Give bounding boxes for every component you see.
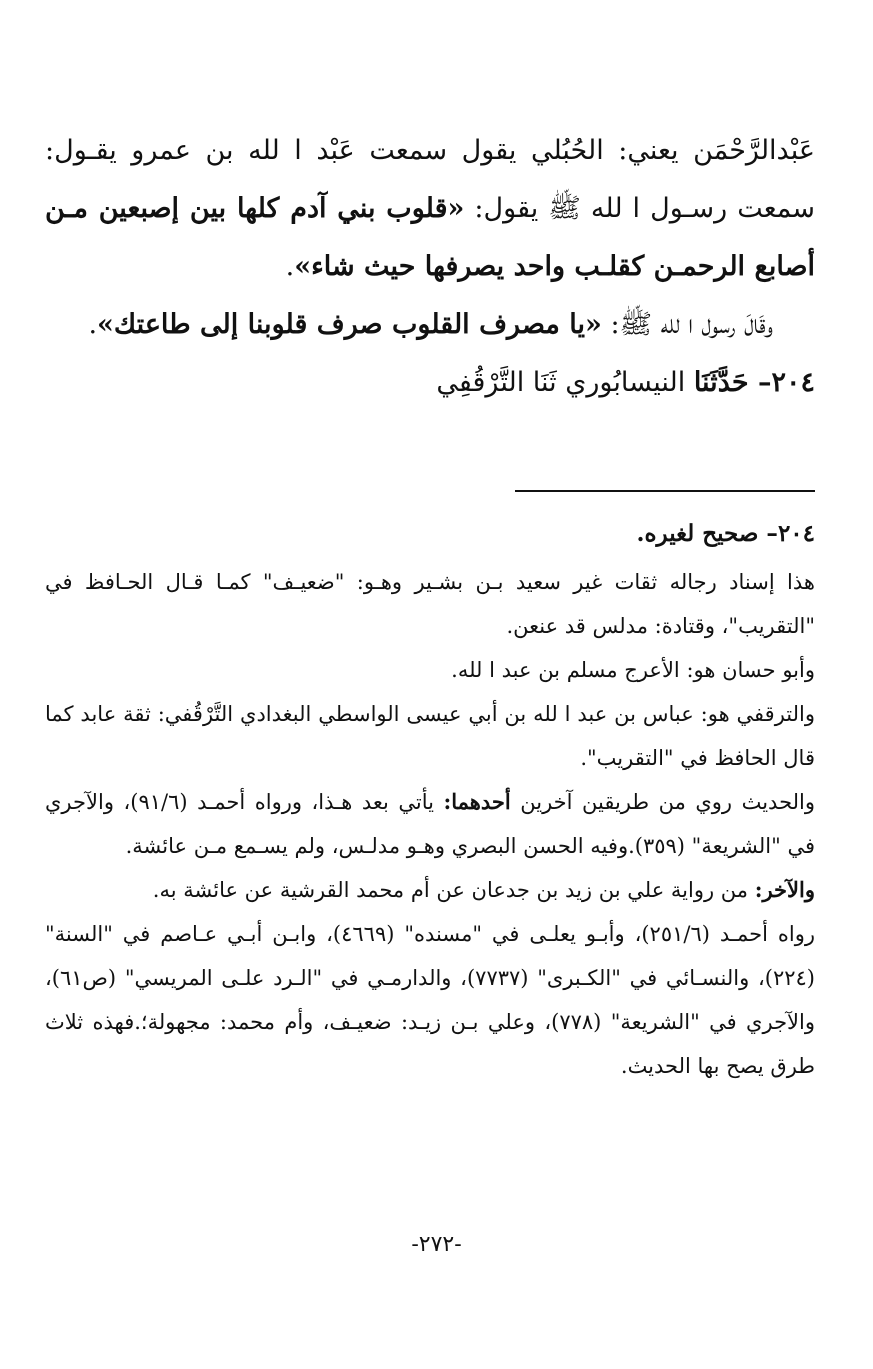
- narration-verb: حَدَّثَنَا: [693, 367, 749, 398]
- footnote-emphasis: والآخر:: [754, 877, 815, 902]
- page-number: -٢٧٢-: [411, 1232, 462, 1257]
- main-paragraph-2: [45, 296, 815, 354]
- main-text: [45, 122, 815, 412]
- footnote-text: من رواية علي بن زيد بن جدعان عن أم محمد القرشية عن عائشة به.: [152, 878, 755, 902]
- hadith-number: ٢٠٤–: [748, 367, 815, 398]
- footnote-paragraph: وأبو حسان هو: الأعرج مسلم بن عبد ا لله.: [451, 658, 815, 682]
- hadith-quote: «قلوب بني آدم كلها بين إصبعين مـن أصابع الرحمـن كقلـب واحد يصرفها حيث شاء»: [45, 193, 815, 282]
- punctuation: .: [88, 309, 98, 340]
- main-paragraph-1: [45, 122, 815, 296]
- footnote-paragraph: [45, 780, 815, 868]
- hadith-chain-text: النيسابُوري ثَنَا التَّرْقُفِي: [436, 367, 694, 398]
- footnote-separator: [515, 490, 815, 492]
- footnote-text: والحديث روي من طريقين آخرين: [510, 790, 816, 814]
- footnote-heading: ٢٠٤– صحيح لغيره.: [636, 520, 815, 547]
- punctuation: .: [285, 251, 295, 282]
- hadith-quote: «يا مصرف القلوب صرف قلوبنا إلى طاعتك»: [97, 309, 602, 340]
- footnote-paragraph: [45, 868, 815, 912]
- main-paragraph-3: [45, 354, 815, 412]
- footnote: [45, 512, 815, 1088]
- footnote-emphasis: أحدهما:: [443, 789, 511, 814]
- footnote-paragraph: والترقفي هو: عباس بن عبد ا لله بن أبي عيسى الواسطي البغدادي التَّرْقُفي: ثقة عابد كما قال الحافظ في "التقريب".: [45, 702, 815, 770]
- hadith-chain-text: وقَالَ رسول ا لله ﷺ:: [601, 309, 773, 340]
- footnote-text: يأتي بعد هـذا، ورواه أحمـد (٩١/٦)، والآجري في "الشريعة" (٣٥٩).وفيه الحسن البصري وهـو مدلـس، ولم يسـمع مـن عائشة.: [45, 790, 815, 858]
- footnote-paragraph: رواه أحمـد (٢٥١/٦)، وأبـو يعلـى في "مسنده" (٤٦٦٩)، وابـن أبـي عـاصم في "السنة" (٢٢٤)، والنسـائي في "الكـبرى" (٧٧٣٧)، والدارمـي في "الـرد علـى المريسي" (ص٦١)، والآجري في "الشريعة" (٧٧٨)، وعلي بـن زيـد: ضعيـف، وأم محمد: مجهولة؛.فهذه ثلاث طرق يصح بها الحديث.: [45, 922, 816, 1078]
- footnote-paragraph: هذا إسناد رجاله ثقات غير سعيد بـن بشـير وهـو: "ضعيـف" كمـا قـال الحـافظ في "التقريب"، وقتادة: مدلس قد عنعن.: [45, 570, 815, 638]
- hadith-chain-text: عَبْدالرَّحْمَن يعني: الحُبُلي يقول سمعت عَبْد ا لله بن عمرو يقـول: سمعت رسـول ا لله ﷺ يقول:: [45, 135, 815, 224]
